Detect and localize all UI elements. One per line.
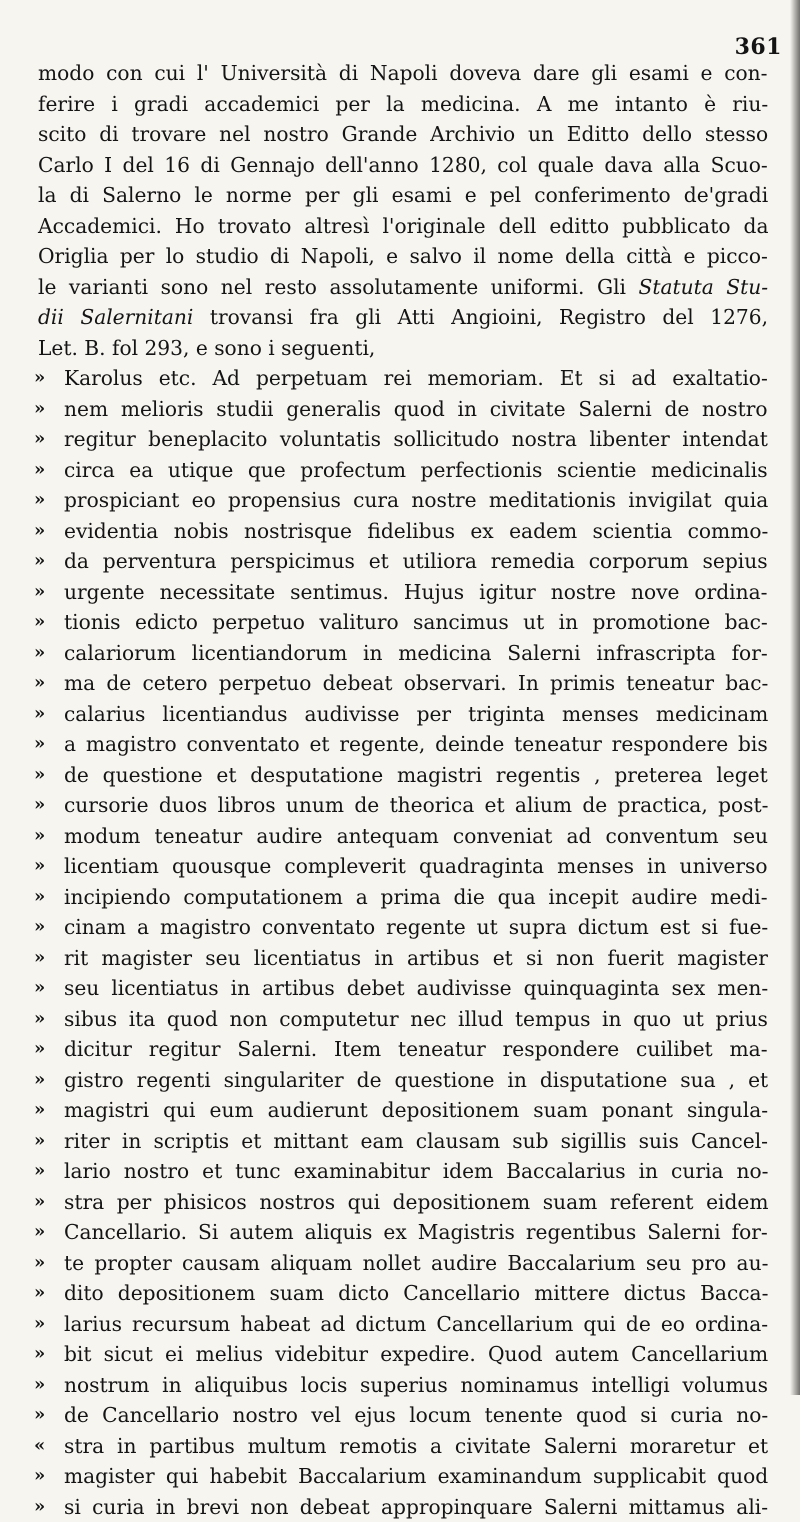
quoted-line-text: calariorum licentiandorum in medicina Salerni infrascripta for- — [64, 638, 768, 669]
quoted-line — [38, 1065, 768, 1096]
quoted-line-text: evidentia nobis nostrisque fidelibus ex eadem scientia commo- — [64, 516, 768, 547]
quote-mark: » — [34, 882, 50, 913]
quoted-line-text: stra per phisicos nostros qui depositionem suam referent eidem — [64, 1187, 769, 1218]
quoted-line — [38, 668, 768, 699]
quote-mark: » — [34, 516, 50, 547]
quote-mark: » — [34, 1492, 50, 1522]
quote-mark: » — [34, 1461, 50, 1492]
quoted-line-text: ma de cetero perpetuo debeat observari. In primis teneatur bac- — [64, 668, 768, 699]
quoted-line — [38, 1309, 768, 1340]
quoted-line-text: incipiendo computationem a prima die qua incepit audire medi- — [64, 882, 768, 913]
quote-mark: » — [34, 1095, 50, 1126]
quoted-line — [38, 699, 768, 730]
quoted-line-text: stra in partibus multum remotis a civitate Salerni moraretur et — [64, 1431, 768, 1462]
quoted-line-text: riter in scriptis et mittant eam clausam sub sigillis suis Cancel- — [64, 1126, 768, 1157]
quoted-line-text: nem melioris studii generalis quod in civitate Salerni de nostro — [64, 394, 768, 425]
quote-mark: » — [34, 638, 50, 669]
quote-mark: » — [34, 1370, 50, 1401]
quote-mark: » — [34, 1309, 50, 1340]
quoted-line — [38, 1400, 768, 1431]
quoted-line — [38, 1461, 768, 1492]
quote-mark: » — [34, 1400, 50, 1431]
quoted-line-text: si curia in brevi non debeat appropinquare Salerni mittamus ali- — [64, 1492, 768, 1522]
quoted-line-text: urgente necessitate sentimus. Hujus igitur nostre nove ordina- — [64, 577, 767, 608]
quote-mark: » — [34, 1156, 50, 1187]
quoted-line — [38, 485, 768, 516]
quoted-line — [38, 821, 768, 852]
quoted-line-text: licentiam quousque compleverit quadraginta menses in universo — [64, 851, 768, 882]
quote-mark: « — [34, 1431, 50, 1462]
quoted-line — [38, 607, 768, 638]
quoted-line — [38, 973, 768, 1004]
quoted-line — [38, 577, 768, 608]
quoted-line — [38, 1156, 768, 1187]
quoted-line-text: cursorie duos libros unum de theorica et alium de practica, post- — [64, 790, 768, 821]
quoted-line — [38, 516, 768, 547]
quoted-line-text: Cancellario. Si autem aliquis ex Magistris regentibus Salerni for- — [64, 1217, 768, 1248]
text-line: Carlo I del 16 di Gennajo dell'anno 1280, col quale dava alla Scuo- — [38, 150, 768, 181]
quote-mark: » — [34, 973, 50, 1004]
quote-mark: » — [34, 729, 50, 760]
quote-mark: » — [34, 1278, 50, 1309]
text-line: scito di trovare nel nostro Grande Archivio un Editto dello stesso — [38, 119, 768, 150]
quoted-line-text: de questione et desputatione magistri regentis , preterea leget — [64, 760, 768, 791]
quote-mark: » — [34, 1126, 50, 1157]
quoted-line — [38, 943, 768, 974]
quoted-line-text: de Cancellario nostro vel ejus locum tenente quod si curia no- — [64, 1400, 768, 1431]
quoted-line-text: a magistro conventato et regente, deinde teneatur respondere bis — [64, 729, 768, 760]
quote-mark: » — [34, 668, 50, 699]
quote-mark: » — [34, 821, 50, 852]
quoted-line-text: te propter causam aliquam nollet audire Baccalarium seu pro au- — [64, 1248, 768, 1279]
text-line-start: le varianti sono nel resto assolutamente uniformi. Gli — [38, 275, 626, 299]
quote-mark: » — [34, 912, 50, 943]
quoted-line-text: lario nostro et tunc examinabitur idem Baccalarius in curia no- — [64, 1156, 768, 1187]
quoted-line — [38, 1431, 768, 1462]
page-number: 361 — [735, 34, 782, 60]
quote-mark: » — [34, 1339, 50, 1370]
quote-mark: » — [34, 1034, 50, 1065]
quoted-line-text: magister qui habebit Baccalarium examinandum supplicabit quod — [64, 1461, 768, 1492]
quoted-line — [38, 1004, 768, 1035]
quoted-line — [38, 1370, 768, 1401]
quoted-line-text: larius recursum habeat ad dictum Cancellarium qui de eo ordina- — [64, 1309, 768, 1340]
quote-mark: » — [34, 607, 50, 638]
quote-mark: » — [34, 1248, 50, 1279]
quoted-line — [38, 851, 768, 882]
text-line: Origlia per lo studio di Napoli, e salvo il nome della città e picco- — [38, 241, 768, 272]
quoted-line-text: dito depositionem suam dicto Cancellario mittere dictus Bacca- — [64, 1278, 768, 1309]
text-line-rest: trovansi fra gli Atti Angioini, Registro del 1276, — [210, 305, 768, 329]
statuta-title: Statuta Stu- — [639, 275, 769, 299]
quoted-line — [38, 729, 768, 760]
quoted-line — [38, 638, 768, 669]
text-line: Accademici. Ho trovato altresì l'originale dell editto pubblicato da — [38, 211, 768, 242]
quoted-line — [38, 546, 768, 577]
quoted-line-text: sibus ita quod non computetur nec illud tempus in quo ut prius — [64, 1004, 768, 1035]
quoted-line — [38, 1248, 768, 1279]
quoted-line — [38, 1034, 768, 1065]
quote-mark: » — [34, 943, 50, 974]
quoted-line — [38, 882, 768, 913]
quote-mark: » — [34, 455, 50, 486]
quote-mark: » — [34, 851, 50, 882]
text-line — [38, 272, 768, 303]
quote-mark: » — [34, 546, 50, 577]
quote-mark: » — [34, 1004, 50, 1035]
quoted-line — [38, 1492, 768, 1522]
quoted-line-text: dicitur regitur Salerni. Item teneatur respondere cuilibet ma- — [64, 1034, 768, 1065]
text-line: modo con cui l' Università di Napoli doveva dare gli esami e con- — [38, 58, 768, 89]
quoted-line-text: seu licentiatus in artibus debet audivisse quinquaginta sex men- — [64, 973, 768, 1004]
quoted-line-text: nostrum in aliquibus locis superius nominamus intelligi volumus — [64, 1370, 768, 1401]
quote-mark: » — [34, 577, 50, 608]
quoted-line — [38, 1339, 768, 1370]
quoted-line-text: calarius licentiandus audivisse per triginta menses medicinam — [64, 699, 768, 730]
quote-mark: » — [34, 363, 50, 394]
quoted-line — [38, 1217, 768, 1248]
quoted-line-text: circa ea utique que profectum perfectionis scientie medicinalis — [64, 455, 768, 486]
quoted-line — [38, 363, 768, 394]
quoted-line — [38, 394, 768, 425]
quote-mark: » — [34, 424, 50, 455]
quote-mark: » — [34, 1217, 50, 1248]
quoted-line-text: prospiciant eo propensius cura nostre meditationis invigilat quia — [64, 485, 768, 516]
quote-mark: » — [34, 394, 50, 425]
quoted-line-text: magistri qui eum audierunt depositionem suam ponant singula- — [64, 1095, 768, 1126]
quote-mark: » — [34, 790, 50, 821]
text-line — [38, 302, 768, 333]
quoted-line — [38, 424, 768, 455]
quoted-edict — [38, 363, 768, 1522]
quoted-line-text: cinam a magistro conventato regente ut supra dictum est si fue- — [64, 912, 768, 943]
quoted-line — [38, 1187, 768, 1218]
quoted-line — [38, 912, 768, 943]
quoted-line — [38, 1126, 768, 1157]
quoted-line-text: modum teneatur audire antequam conveniat ad conventum seu — [64, 821, 768, 852]
statuta-title-continued: dii Salernitani — [38, 305, 193, 329]
text-line: Let. B. fol 293, e sono i seguenti, — [38, 333, 768, 364]
quoted-line-text: Karolus etc. Ad perpetuam rei memoriam. Et si ad exaltatio- — [64, 363, 768, 394]
quoted-line — [38, 1278, 768, 1309]
quoted-line-text: da perventura perspicimus et utiliora remedia corporum sepius — [64, 546, 768, 577]
page-edge-shadow — [790, 0, 800, 1395]
quote-mark: » — [34, 485, 50, 516]
body-text — [38, 58, 768, 1522]
quoted-line-text: regitur beneplacito voluntatis sollicitudo nostra libenter intendat — [64, 424, 768, 455]
quote-mark: » — [34, 1187, 50, 1218]
quoted-line — [38, 790, 768, 821]
quoted-line — [38, 1095, 768, 1126]
quoted-line — [38, 455, 768, 486]
quote-mark: » — [34, 699, 50, 730]
quoted-line — [38, 760, 768, 791]
quoted-line-text: tionis edicto perpetuo valituro sancimus ut in promotione bac- — [64, 607, 768, 638]
quoted-line-text: gistro regenti singulariter de questione in disputatione sua , et — [64, 1065, 768, 1096]
quoted-line-text: bit sicut ei melius videbitur expedire. Quod autem Cancellarium — [64, 1339, 768, 1370]
text-line: la di Salerno le norme per gli esami e pel conferimento de'gradi — [38, 180, 768, 211]
quote-mark: » — [34, 1065, 50, 1096]
text-line: ferire i gradi accademici per la medicina. A me intanto è riu- — [38, 89, 768, 120]
quoted-line-text: rit magister seu licentiatus in artibus et si non fuerit magister — [64, 943, 768, 974]
quote-mark: » — [34, 760, 50, 791]
